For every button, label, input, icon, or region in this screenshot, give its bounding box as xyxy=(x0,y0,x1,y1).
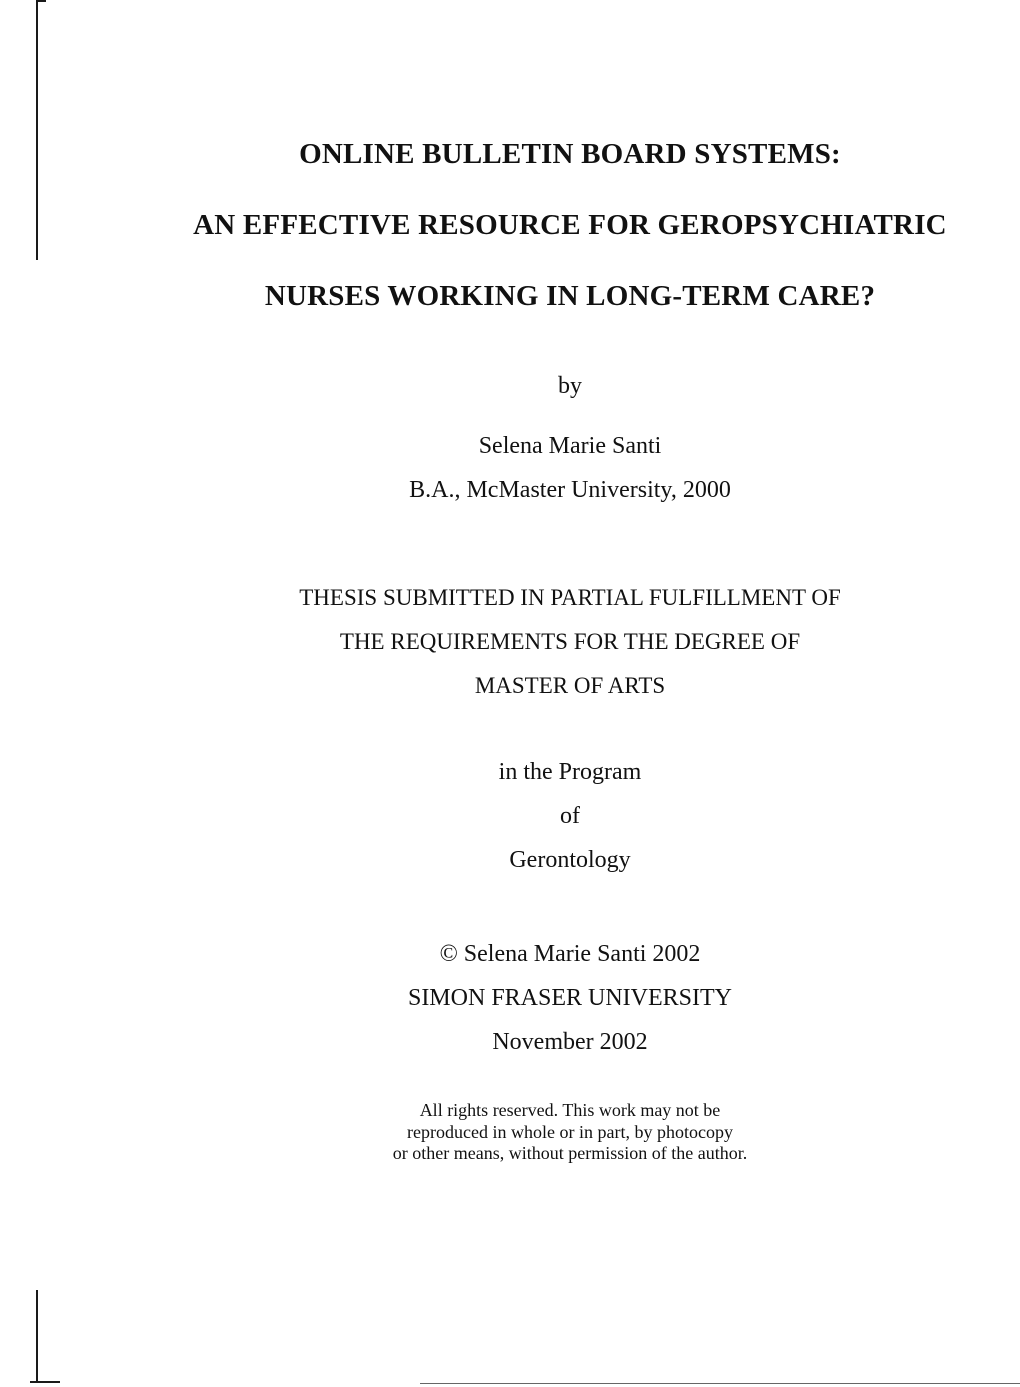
title-line-3: NURSES WORKING IN LONG-TERM CARE? xyxy=(264,280,876,312)
university-name: SIMON FRASER UNIVERSITY xyxy=(407,985,733,1011)
submission-date: November 2002 xyxy=(492,1029,648,1055)
scan-edge-bottom-foot xyxy=(30,1381,60,1383)
rights-line-3: or other means, without permission of the author. xyxy=(392,1143,748,1164)
thesis-statement xyxy=(120,576,1020,708)
title-line-1: ONLINE BULLETIN BOARD SYSTEMS: xyxy=(299,138,841,170)
scan-edge-top-left xyxy=(36,0,38,260)
copyright-notice: © Selena Marie Santi 2002 xyxy=(439,941,701,967)
program-line-3: Gerontology xyxy=(509,846,631,873)
byline: by xyxy=(558,373,582,399)
program-line-1: in the Program xyxy=(498,759,642,785)
rights-line-1: All rights reserved. This work may not be xyxy=(419,1100,721,1120)
prior-degree: B.A., McMaster University, 2000 xyxy=(409,477,731,503)
thesis-statement-line-2: THE REQUIREMENTS FOR THE DEGREE OF xyxy=(339,629,801,655)
rights-statement xyxy=(120,1100,1020,1165)
thesis-statement-line-3: MASTER OF ARTS xyxy=(474,673,666,699)
program-line-2: of xyxy=(560,802,580,829)
program-block xyxy=(120,751,1020,883)
author-name: Selena Marie Santi xyxy=(478,433,662,459)
scan-edge-bottom-right xyxy=(420,1383,1020,1384)
title-line-2: AN EFFECTIVE RESOURCE FOR GEROPSYCHIATRIC xyxy=(193,209,947,241)
rights-line-2: reproduced in whole or in part, by photocopy xyxy=(407,1121,733,1142)
scan-edge-bottom-left xyxy=(36,1290,38,1382)
thesis-statement-line-1: THESIS SUBMITTED IN PARTIAL FULFILLMENT OF xyxy=(299,585,841,610)
